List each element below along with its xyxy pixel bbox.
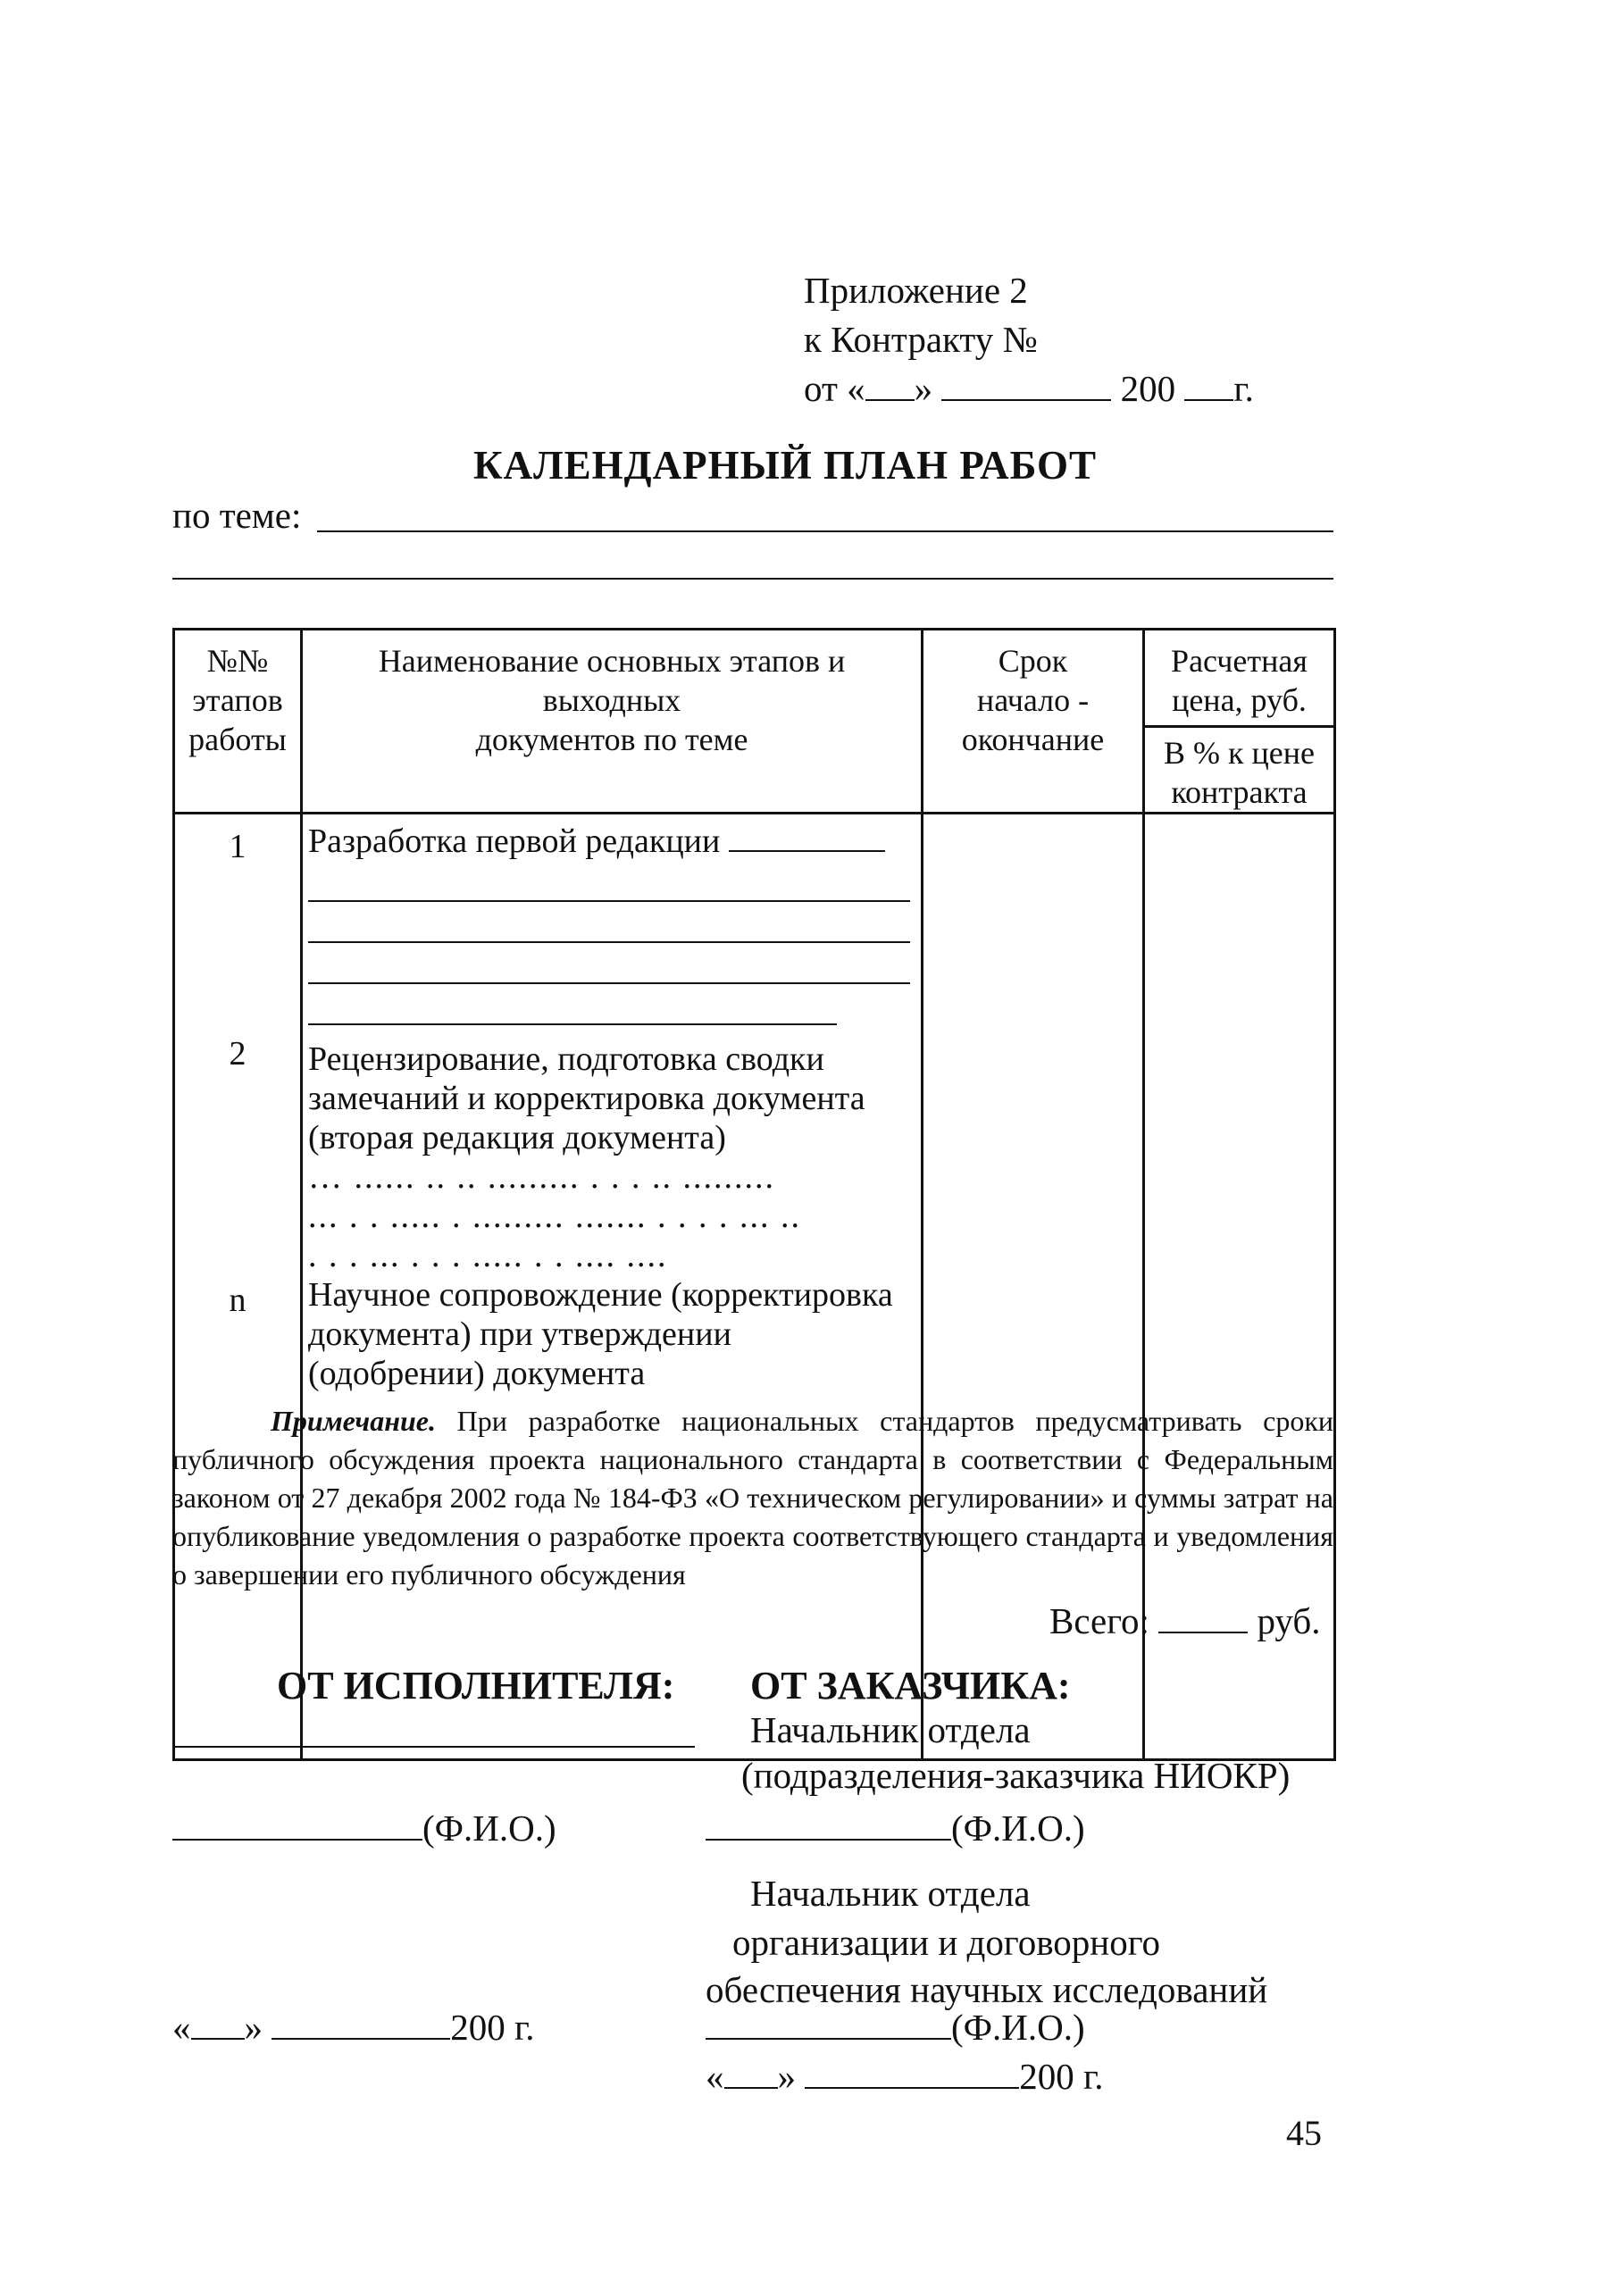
row-2-stage [308,1029,917,1275]
table-header-row [174,630,1335,814]
header-text: начало - [976,682,1090,718]
note-text: При разработке национальных стандартов предусматривать сроки публичного обсуждения проекта национального стандарта в соответствии с Федеральным законом от 27 декабря 2002 года № 184-ФЗ «О техническом регулировании» и суммы затрат на опубликование уведомления о разработке проекта соответствующего стандарта и уведомления о завершении его публичного обсуждения [172,1405,1334,1591]
note-paragraph [172,1402,1333,1594]
total-line [1049,1599,1320,1643]
topic-line-2 [172,578,1333,580]
date-open-quote: « [172,2007,191,2048]
customer-fio-1-line [706,1806,1085,1850]
appendix-date-line [804,366,1254,411]
row-2-text: Рецензирование, подготовка сводки замечаний и корректировка документа (вторая редакция документа) [308,1040,865,1156]
header-text: контракта [1171,774,1308,810]
executor-date-line [172,2005,534,2050]
month-blank [272,2008,450,2040]
note-label: Примечание. [271,1405,436,1437]
customer-heading: ОТ ЗАКАЗЧИКА: [750,1664,1071,1707]
header-text: №№ [206,643,269,679]
row-1-fill-line [308,984,837,1025]
date-close-quote: » [777,2056,796,2097]
customer-fio-2: (Ф.И.О.) [951,2007,1085,2048]
header-text: выходных [542,682,681,718]
appendix-line2: к Контракту № [804,319,1038,360]
row-1-blank [729,823,885,852]
total-unit: руб. [1257,1600,1321,1641]
year-blank [1184,369,1233,401]
date-close-quote: » [244,2007,263,2048]
row-n-text: Научное сопровождение (корректировка документа) при утверждении (одобрении) документа [308,1276,893,1392]
customer-fio-1-blank [706,1808,951,1841]
month-blank [805,2057,1019,2089]
header-stage-number [174,630,302,814]
customer-position-1-line2: (подразделения-заказчика НИОКР) [741,1755,1291,1796]
executor-signature-line [172,1746,695,1748]
header-text: этапов [192,682,283,718]
appendix-line1: Приложение 2 [804,270,1028,311]
topic-line-1 [317,530,1333,532]
day-blank [191,2008,245,2040]
header-percent-subcell [1145,725,1333,812]
day-blank [865,369,915,401]
year-suffix: г. [1233,368,1254,409]
date-year: 200 г. [1019,2056,1104,2097]
customer-fio-1: (Ф.И.О.) [951,1808,1085,1849]
executor-fio: (Ф.И.О.) [422,1808,556,1849]
customer-position-2-line1: Начальник отдела [750,1873,1031,1914]
stage-names-cell [302,814,923,1760]
date-open-quote: от « [804,368,865,409]
header-text: Наименование основных этапов и [378,643,846,679]
row-1-text: Разработка первой редакции [308,822,721,860]
total-label: Всего: [1049,1600,1149,1641]
header-text: окончание [961,722,1105,757]
executor-fio-line [172,1806,556,1850]
executor-heading: ОТ ИСПОЛНИТЕЛЯ: [277,1664,675,1707]
date-open-quote: « [706,2056,724,2097]
date-year: 200 г. [450,2007,535,2048]
dots-line: ... . . ..... . ......... ....... . . . . ... .. [308,1198,801,1235]
header-text: Расчетная [1171,643,1308,679]
page-title: КАЛЕНДАРНЫЙ ПЛАН РАБОТ [473,443,1098,488]
header-price [1144,630,1335,814]
year-prefix: 200 [1120,368,1176,409]
customer-position-2-line2: организации и договорного [732,1922,1161,1963]
executor-fio-blank [172,1808,422,1841]
date-close-quote: » [914,368,933,409]
customer-date-line [706,2054,1103,2099]
total-blank [1158,1601,1248,1633]
dots-line: … ...... .. .. ......... . . . .. ......... [308,1158,775,1196]
row-2-number: 2 [229,1035,246,1073]
row-1-fill-line [308,902,910,943]
header-text: документов по теме [475,722,748,757]
header-text: цена, руб. [1172,682,1307,718]
customer-position-2-line3: обеспечения научных исследований [706,1969,1268,2010]
row-1-fill-line [308,861,910,902]
page-number: 45 [1286,2113,1322,2153]
customer-fio-2-blank [706,2008,951,2040]
month-blank [941,369,1111,401]
row-n-stage [308,1275,917,1393]
row-n-number: n [229,1282,246,1319]
stage-numbers-cell [174,814,302,1760]
row-1-stage [308,822,917,1029]
customer-position-1-line1: Начальник отдела [750,1709,1031,1750]
header-text: В % к цене [1164,735,1315,771]
header-text: Срок [998,643,1068,679]
row-1-number: 1 [229,828,246,865]
header-text: работы [188,722,287,757]
topic-label: по теме: [172,495,302,536]
header-stage-name [302,630,923,814]
day-blank [724,2057,778,2089]
row-1-fill-line [308,943,910,984]
customer-fio-2-line [706,2005,1085,2050]
dots-line: . . . ... . . . ..... . . .... .... [308,1237,668,1274]
header-deadline [923,630,1144,814]
